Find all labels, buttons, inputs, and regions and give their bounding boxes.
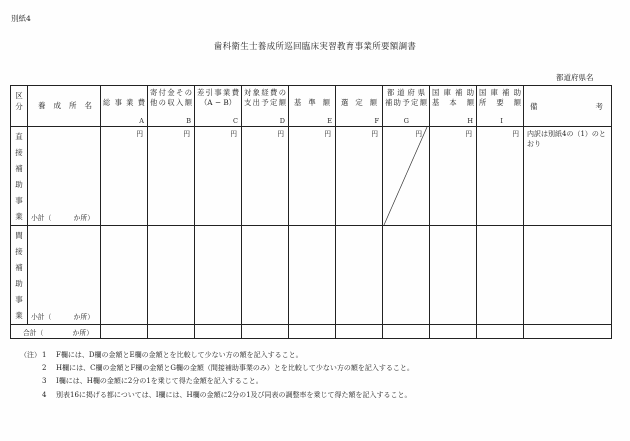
section-char: 助 bbox=[15, 279, 23, 288]
yen-unit: 円 bbox=[371, 130, 378, 138]
note-number: 1 bbox=[42, 351, 47, 359]
yen-unit: 円 bbox=[277, 130, 284, 138]
col-letter: E bbox=[327, 117, 332, 125]
col-letter: H bbox=[467, 117, 473, 125]
indirect-cell-e[interactable] bbox=[289, 226, 336, 325]
direct-cell-f[interactable] bbox=[336, 127, 383, 226]
header-col-f bbox=[336, 86, 383, 127]
total-cell-a[interactable] bbox=[101, 325, 148, 339]
note-item bbox=[20, 389, 414, 402]
notes-tag: （注） bbox=[20, 351, 41, 359]
indirect-cell-a[interactable] bbox=[101, 226, 148, 325]
direct-facility-cell[interactable] bbox=[28, 127, 101, 226]
indirect-section-label bbox=[11, 226, 28, 325]
direct-cell-e[interactable] bbox=[289, 127, 336, 226]
yen-unit: 円 bbox=[415, 130, 422, 138]
note-item bbox=[20, 362, 414, 375]
header-col-i bbox=[477, 86, 524, 127]
col-letter: D bbox=[279, 117, 285, 125]
total-cell-f[interactable] bbox=[336, 325, 383, 339]
direct-cell-h[interactable] bbox=[430, 127, 477, 226]
total-remarks-cell[interactable] bbox=[524, 325, 612, 339]
note-text: 別表16に掲げる都については、I欄には、H欄の金額に2分の1及び同表の調整率を乗じて得た額を記入すること。 bbox=[56, 390, 412, 399]
direct-remark-text: 内訳は別紙4の（1）のとおり bbox=[527, 130, 606, 148]
diagonal-strike-icon bbox=[383, 127, 429, 225]
indirect-cell-h[interactable] bbox=[430, 226, 477, 325]
section-char: 事 bbox=[15, 196, 23, 205]
section-char: 補 bbox=[15, 263, 23, 272]
total-cell-e[interactable] bbox=[289, 325, 336, 339]
indirect-cell-g[interactable] bbox=[383, 226, 430, 325]
col-letter: I bbox=[500, 117, 503, 125]
yen-unit: 円 bbox=[465, 130, 472, 138]
header-col-e bbox=[289, 86, 336, 127]
col-label: 国庫補助 bbox=[432, 88, 474, 97]
note-text: H欄には、C欄の金額とF欄の金額とG欄の金額（間接補助事業のみ）とを比較して少ない方の額を記入すること。 bbox=[56, 364, 414, 373]
subtotal-suffix: か所） bbox=[73, 313, 94, 321]
note-item bbox=[20, 375, 414, 388]
section-char: 業 bbox=[15, 311, 23, 320]
indirect-facility-cell[interactable] bbox=[28, 226, 101, 325]
indirect-remarks-cell[interactable] bbox=[524, 226, 612, 325]
total-cell-d[interactable] bbox=[242, 325, 289, 339]
direct-cell-g-crossed bbox=[383, 127, 430, 226]
document-label: 別紙4 bbox=[11, 14, 31, 23]
header-col-h bbox=[430, 86, 477, 127]
header-kubun bbox=[11, 86, 28, 127]
budget-table bbox=[10, 85, 612, 339]
total-cell-c[interactable] bbox=[195, 325, 242, 339]
notes-section bbox=[20, 349, 414, 402]
kubun-char: 分 bbox=[15, 102, 23, 111]
header-col-b bbox=[148, 86, 195, 127]
section-char: 事 bbox=[15, 295, 23, 304]
section-char: 接 bbox=[15, 148, 23, 157]
indirect-cell-f[interactable] bbox=[336, 226, 383, 325]
col-letter: C bbox=[233, 117, 238, 125]
header-row bbox=[11, 86, 612, 127]
note-number: 4 bbox=[42, 390, 47, 399]
indirect-cell-i[interactable] bbox=[477, 226, 524, 325]
total-cell-g[interactable] bbox=[383, 325, 430, 339]
total-label: 合計（ bbox=[23, 329, 44, 337]
col-label: 選 定 額 bbox=[341, 98, 377, 107]
total-cell-i[interactable] bbox=[477, 325, 524, 339]
section-char: 接 bbox=[15, 247, 23, 256]
indirect-cell-c[interactable] bbox=[195, 226, 242, 325]
col-label: 寄付金その bbox=[150, 88, 192, 97]
yen-unit: 円 bbox=[324, 130, 331, 138]
col-letter: G bbox=[403, 117, 409, 125]
yen-unit: 円 bbox=[230, 130, 237, 138]
col-label: 総事業費 bbox=[103, 98, 145, 107]
yen-unit: 円 bbox=[136, 130, 143, 138]
header-col-g bbox=[383, 86, 430, 127]
direct-cell-i[interactable] bbox=[477, 127, 524, 226]
total-label-cell bbox=[11, 325, 101, 339]
col-label: 基 準 額 bbox=[294, 98, 330, 107]
section-char: 助 bbox=[15, 180, 23, 189]
col-letter: B bbox=[186, 117, 191, 125]
col-label: 所 要 額 bbox=[479, 98, 521, 107]
direct-remarks-cell[interactable] bbox=[524, 127, 612, 226]
kubun-char: 区 bbox=[15, 91, 23, 100]
col-letter: A bbox=[139, 117, 144, 125]
direct-cell-d[interactable] bbox=[242, 127, 289, 226]
direct-section-label bbox=[11, 127, 28, 226]
total-row bbox=[11, 325, 612, 339]
col-letter: F bbox=[374, 117, 379, 125]
direct-cell-c[interactable] bbox=[195, 127, 242, 226]
total-cell-h[interactable] bbox=[430, 325, 477, 339]
header-col-a bbox=[101, 86, 148, 127]
subtotal-suffix: か所） bbox=[73, 214, 94, 222]
section-char: 業 bbox=[15, 212, 23, 221]
section-char: 補 bbox=[15, 164, 23, 173]
section-char: 間 bbox=[15, 231, 23, 240]
col-label: 他の収入額 bbox=[150, 98, 192, 107]
header-col-c bbox=[195, 86, 242, 127]
prefecture-label: 都道府県名 bbox=[556, 73, 594, 82]
note-number: 2 bbox=[42, 364, 47, 373]
document-title: 歯科衛生士養成所巡回臨床実習教育事業所要額調書 bbox=[213, 42, 417, 52]
direct-cell-b[interactable] bbox=[148, 127, 195, 226]
subtotal-label: 小計（ bbox=[31, 313, 52, 321]
yen-unit: 円 bbox=[183, 130, 190, 138]
col-label: （A − B） bbox=[200, 98, 236, 107]
indirect-cell-d[interactable] bbox=[242, 226, 289, 325]
indirect-cell-b[interactable] bbox=[148, 226, 195, 325]
facility-name-label: 養 成 所 名 bbox=[38, 101, 92, 110]
total-suffix: か所） bbox=[72, 329, 93, 337]
note-text: I欄には、H欄の金額に2分の1を乗じて得た金額を記入すること。 bbox=[56, 377, 263, 386]
note-item bbox=[20, 349, 414, 362]
col-label: 基 本 額 bbox=[432, 98, 474, 107]
direct-cell-a[interactable] bbox=[101, 127, 148, 226]
header-facility-name bbox=[28, 86, 101, 127]
col-label: 国庫補助 bbox=[479, 88, 521, 97]
indirect-section-row bbox=[11, 226, 612, 325]
col-label: 補助予定額 bbox=[385, 98, 427, 107]
total-cell-b[interactable] bbox=[148, 325, 195, 339]
col-label: 対象経費の bbox=[244, 88, 286, 97]
note-number: 3 bbox=[42, 377, 47, 386]
remarks-label: 備 bbox=[530, 102, 538, 111]
remarks-label: 考 bbox=[595, 102, 603, 111]
subtotal-label: 小計（ bbox=[31, 214, 52, 222]
indirect-subtotal bbox=[31, 311, 94, 321]
col-label: 差引事業費 bbox=[197, 88, 239, 97]
col-label: 支出予定額 bbox=[244, 98, 286, 107]
header-remarks bbox=[524, 86, 612, 127]
yen-unit: 円 bbox=[512, 130, 519, 138]
note-text: F欄には、D欄の金額とE欄の金額とを比較して少ない方の額を記入すること。 bbox=[56, 351, 303, 359]
direct-subtotal bbox=[31, 212, 94, 222]
section-char: 直 bbox=[15, 132, 23, 141]
header-col-d bbox=[242, 86, 289, 127]
col-label: 都道府県 bbox=[387, 88, 425, 97]
direct-section-row bbox=[11, 127, 612, 226]
